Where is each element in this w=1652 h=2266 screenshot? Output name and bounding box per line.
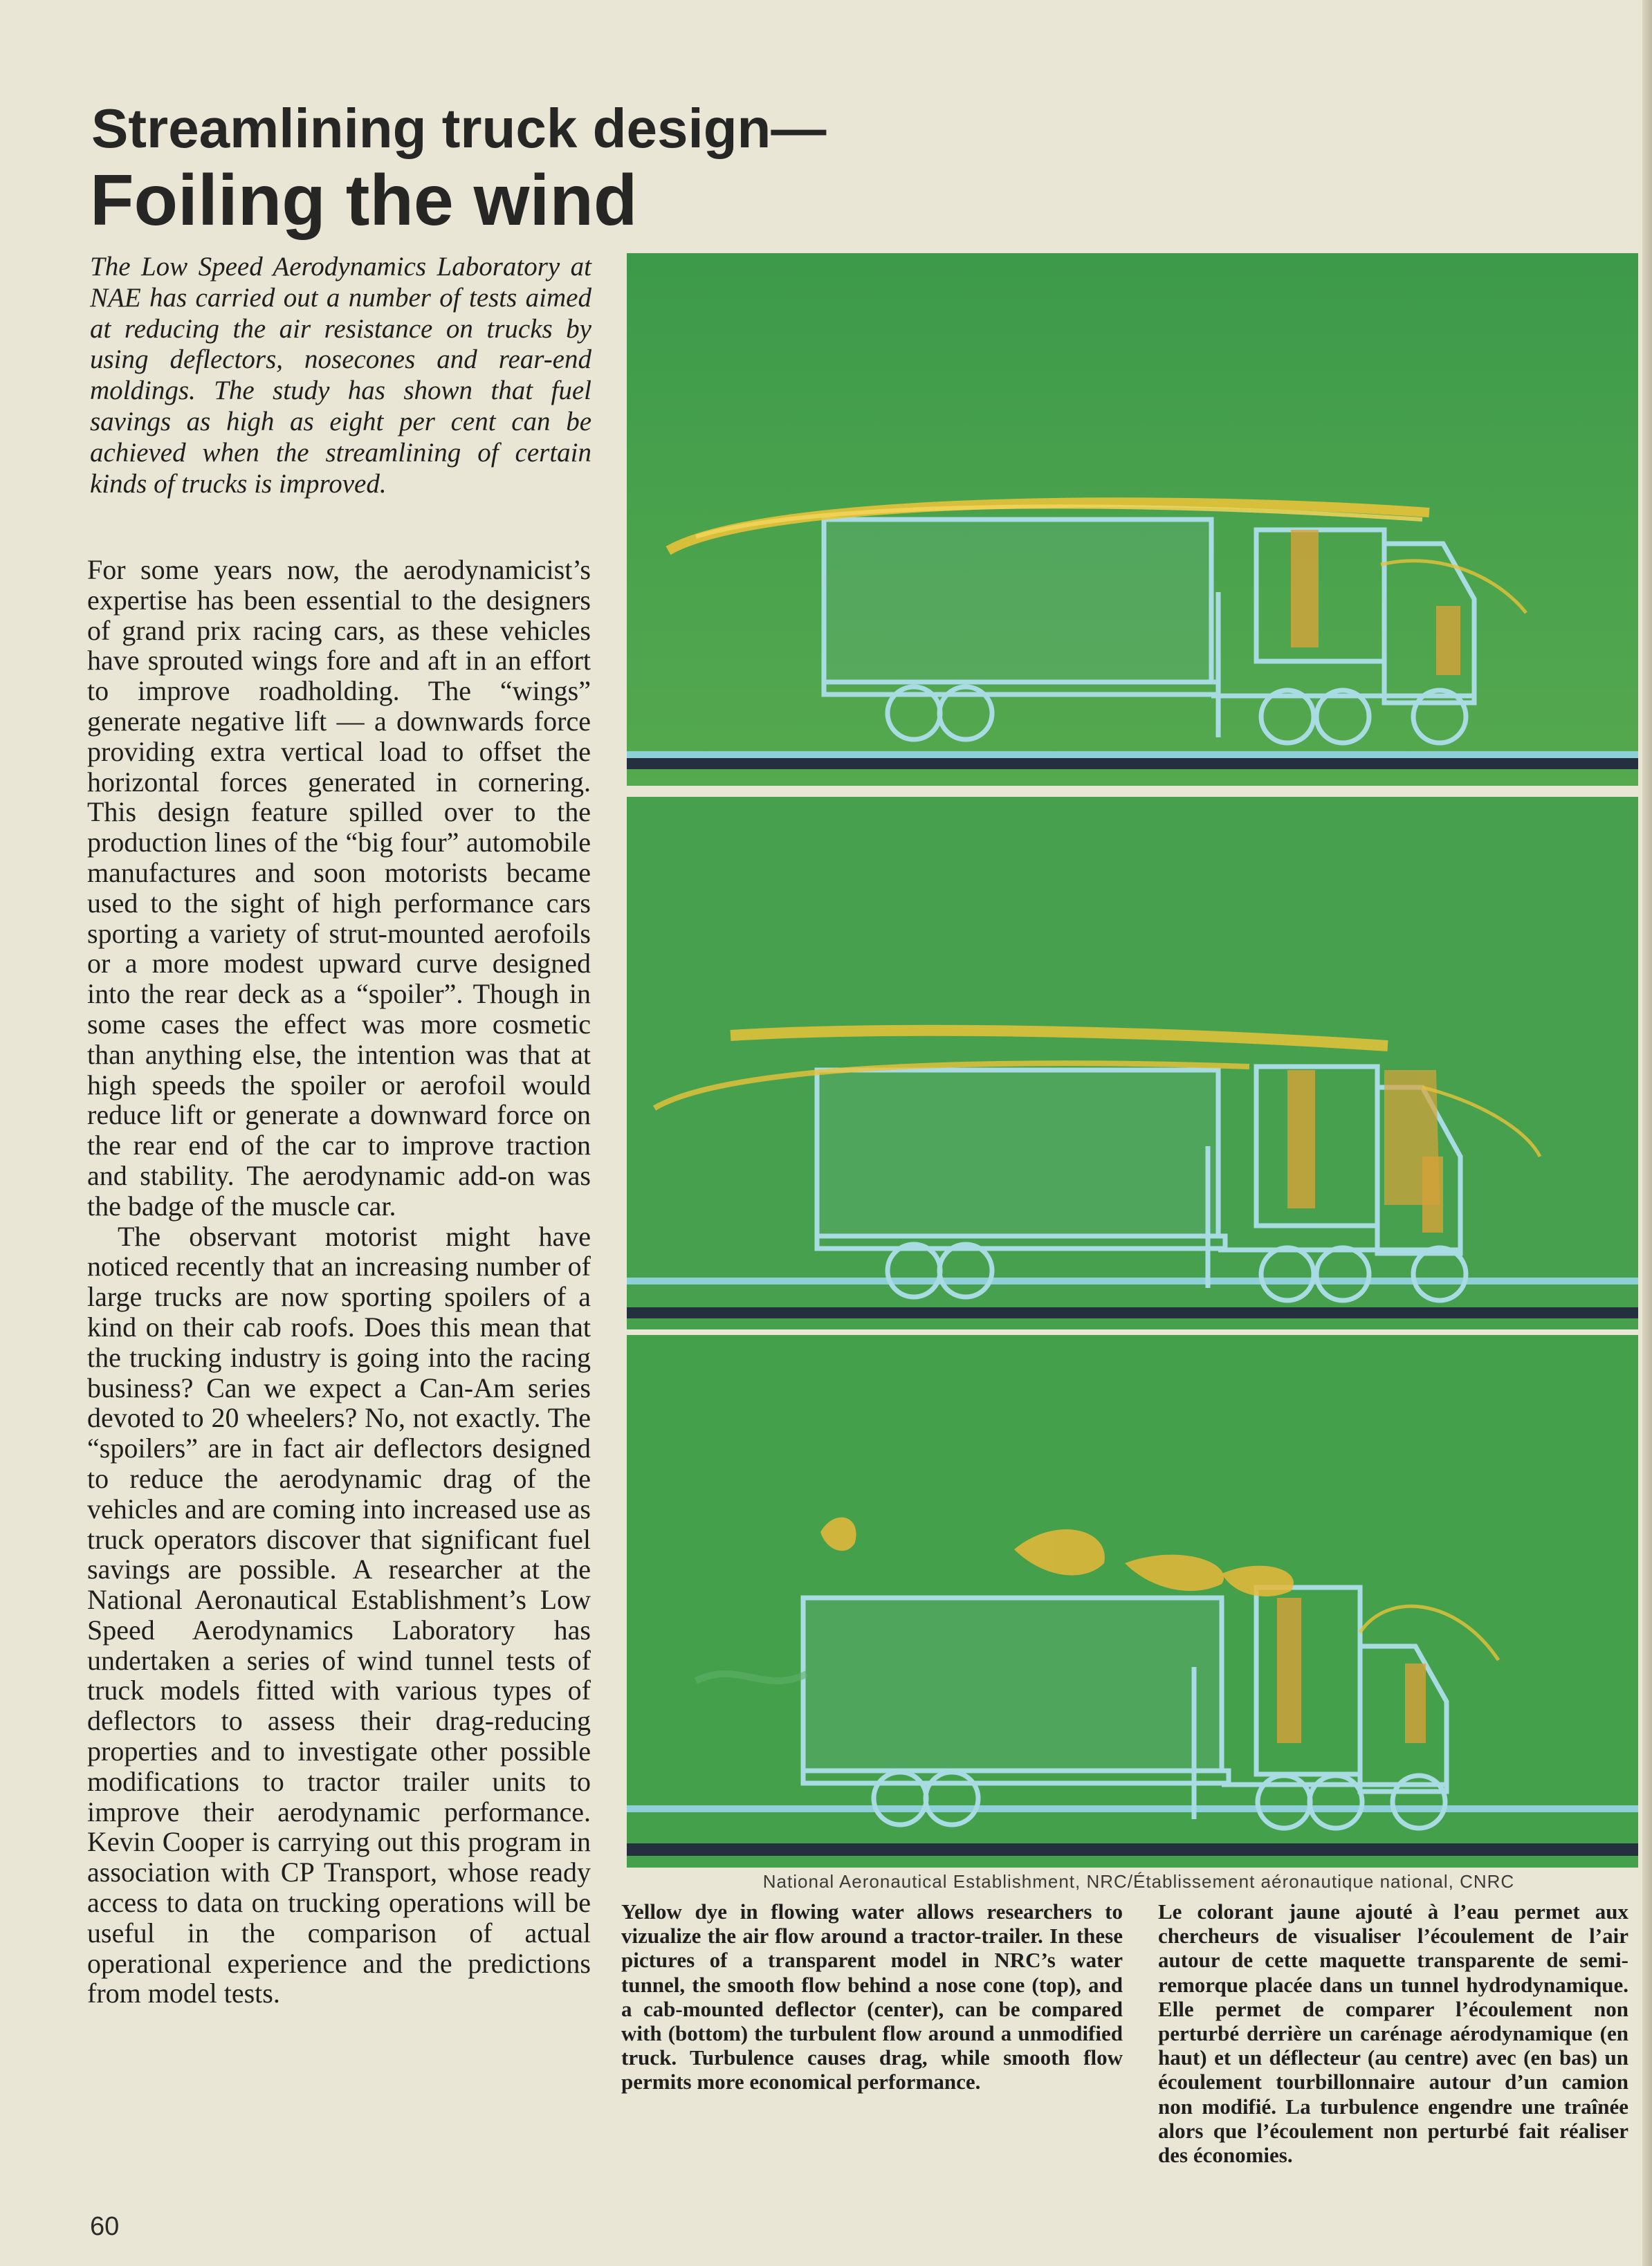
body-paragraph-2: The observant motorist might have noticed recently that an increasing number of large trucks are now sporting spoilers of a kind on their cab roofs. Does this mean that the trucking industry is going into the racing business? Can we expect a Can-Am series devoted to 20 wheelers? No, not exactly. The “spoilers” are in fact air deflectors designed to reduce the aerodynamic drag of the vehicles and are coming into increased use as truck operators discover that significant fuel savings are possible. A researcher at the National Aeronautical Establishment’s Low Speed Aerodynamics Laboratory has undertaken a series of wind tunnel tests of truck models fitted with various types of deflectors to assess their drag-reducing properties and to investigate other possible modifications to tractor trailer units to improve their aerodynamic performance. Kevin Cooper is carrying out this program in association with CP Transport, whose ready access to data on trucking operations will be useful in the comparison of actual operational experience and the predictions from model tests. [87, 1220, 591, 2009]
article-kicker: Streamlining truck design— [91, 98, 827, 159]
photo-cab-deflector [627, 797, 1638, 1329]
photo-nose-cone [627, 253, 1638, 786]
photo-unmodified-truck [627, 1335, 1638, 1868]
article-headline: Foiling the wind [90, 160, 638, 241]
water-tunnel-photo-center [627, 797, 1638, 1329]
article-intro: The Low Speed Aerodynamics Laboratory at NAE has carried out a number of tests aimed at reducing the air resistance on trucks by using deflectors, nosecones and rear-end moldings. The study has shown that fuel savings as high as eight per cent can be achieved when the streamlining of certain kinds of trucks is improved. [90, 252, 591, 499]
water-tunnel-photo-bottom [627, 1335, 1638, 1868]
water-tunnel-photo-top [627, 253, 1638, 786]
page-gutter-shadow [1642, 0, 1652, 2266]
article-body [87, 555, 591, 2009]
caption-french: Le colorant jaune ajouté à l’eau permet aux chercheurs de visualiser l’écoulement de l’air autour de cette maquette transparente de semi-remorque placée dans un tunnel hydrodynamique. Elle permet de comparer l’écoulement non perturbé derrière un carénage aérodynamique (en haut) et un déflecteur (au centre) avec (en bas) un écoulement tourbillonnaire autour d’un camion non modifié. La turbulence engendre une traînée alors que l’écoulement non perturbé fait réaliser des économies. [1158, 1899, 1628, 2168]
body-paragraph-1: For some years now, the aerodynamicist’s expertise has been essential to the designers of grand prix racing cars, as these vehicles have sprouted wings fore and aft in an effort to improve roadholding. The “wings” generate negative lift — a downwards force providing extra vertical load to offset the horizontal forces generated in cornering. This design feature spilled over to the production lines of the “big four” automobile manufactures and soon motorists became used to the sight of high performance cars sporting a variety of strut-mounted aerofoils or a more modest upward curve designed into the rear deck as a “spoiler”. Though in some cases the effect was more cosmetic than anything else, the intention was that at high speeds the spoiler or aerofoil would reduce lift or generate a downward force on the rear end of the car to improve traction and stability. The aerodynamic add-on was the badge of the muscle car. [87, 554, 591, 1222]
page-number: 60 [90, 2212, 120, 2241]
caption-english: Yellow dye in flowing water allows researchers to vizualize the air flow around a tractor-trailer. In these pictures of a transparent model in NRC’s water tunnel, the smooth flow behind a nose cone (top), and a cab-mounted deflector (center), can be compared with (bottom) the turbulent flow around a unmodified truck. Turbulence causes drag, while smooth flow permits more economical performance. [621, 1899, 1123, 2094]
photo-credit: National Aeronautical Establishment, NRC/Établissement aéronautique national, CNRC [762, 1871, 1515, 1892]
